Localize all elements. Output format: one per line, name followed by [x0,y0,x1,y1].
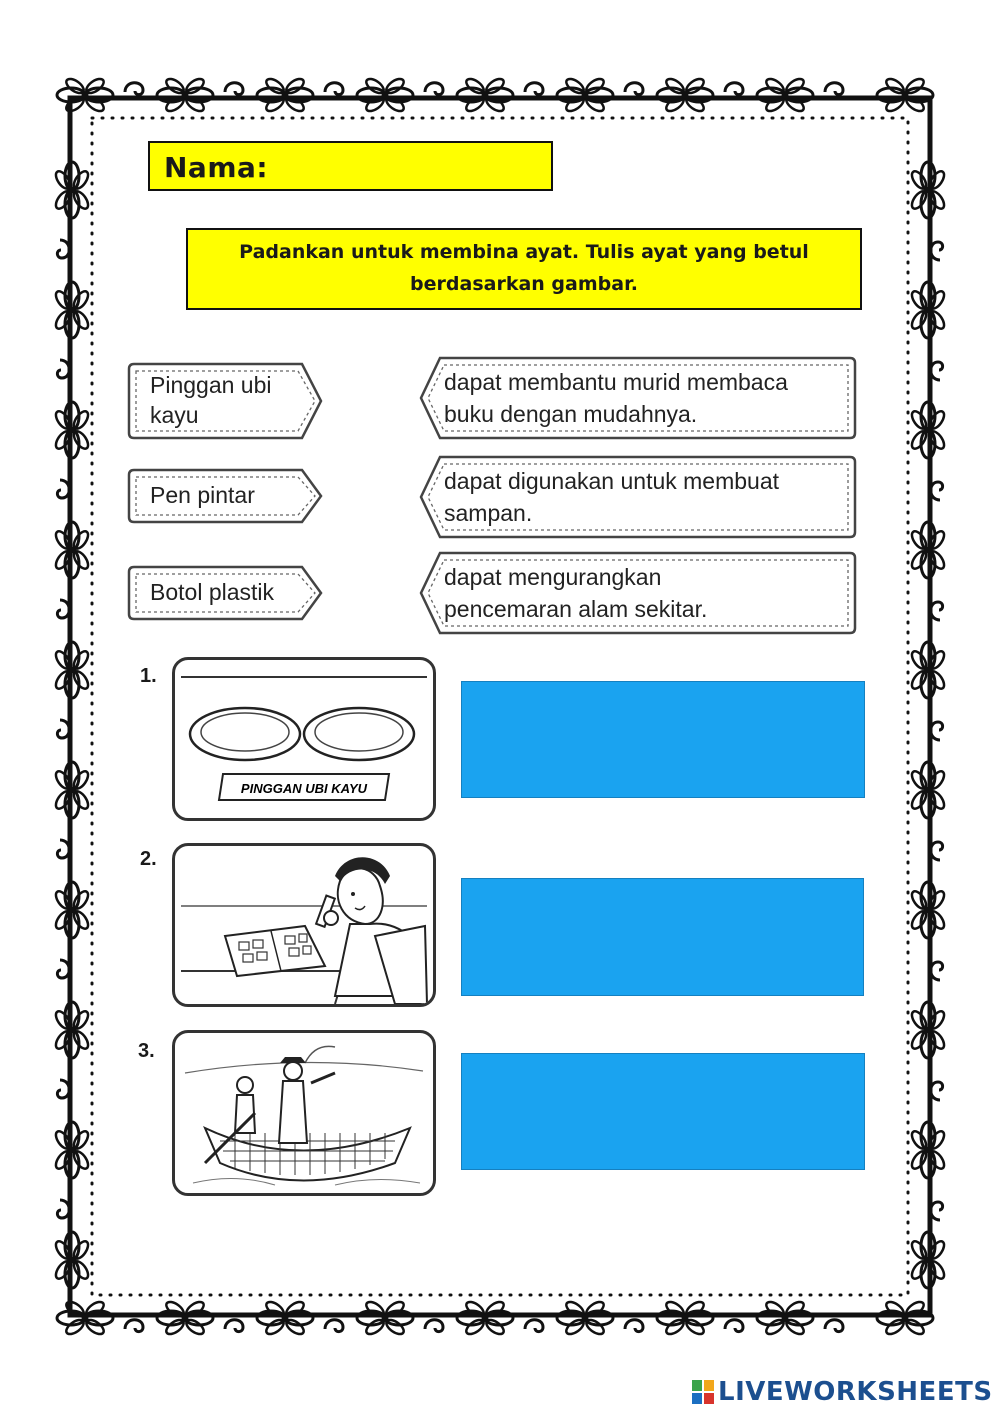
right-tag-1-line-1: dapat membantu murid membaca [444,369,788,395]
left-tag-1-line-2: kayu [150,402,199,428]
left-tag-3[interactable] [126,564,324,622]
question-1-number: 1. [140,665,157,687]
boy-reading-with-smart-pen [175,846,433,1004]
instruction-line-2: berdasarkan gambar. [410,273,638,295]
left-tag-1[interactable] [126,361,324,441]
answer-box-1[interactable] [461,681,865,798]
instruction-line-1: Padankan untuk membina ayat. Tulis ayat yang betul [239,241,809,263]
question-2-number: 2. [140,848,157,870]
question-1-picture [172,657,436,821]
question-3-picture [172,1030,436,1196]
left-tag-2-label: Pen pintar [150,482,255,508]
right-tag-2-line-1: dapat digunakan untuk membuat [444,468,780,494]
right-tag-2[interactable] [418,454,858,540]
question-3-number: 3. [138,1040,155,1062]
right-tag-1-line-2: buku dengan mudahnya. [444,401,698,427]
right-tag-2-line-2: sampan. [444,500,533,526]
men-on-bottle-boat [175,1033,433,1193]
left-tag-2[interactable] [126,467,324,525]
right-tag-3[interactable] [418,550,858,636]
left-tag-1-line-1: Pinggan ubi [150,372,272,398]
instruction-box [186,228,862,310]
left-tag-3-label: Botol plastik [150,579,275,605]
name-label: Nama: [164,151,269,184]
right-tag-3-line-2: pencemaran alam sekitar. [444,596,708,622]
liveworksheets-wordmark: LIVEWORKSHEETS [718,1377,993,1407]
right-tag-1[interactable] [418,355,858,441]
question-2-picture [172,843,436,1007]
name-field[interactable] [148,141,553,191]
plates-illustration [175,660,433,818]
right-tag-3-line-1: dapat mengurangkan [444,564,662,590]
answer-box-3[interactable] [461,1053,865,1170]
liveworksheets-logo-icon [692,1380,714,1404]
plate-label: PINGGAN UBI KAYU [240,781,368,796]
answer-box-2[interactable] [461,878,864,996]
